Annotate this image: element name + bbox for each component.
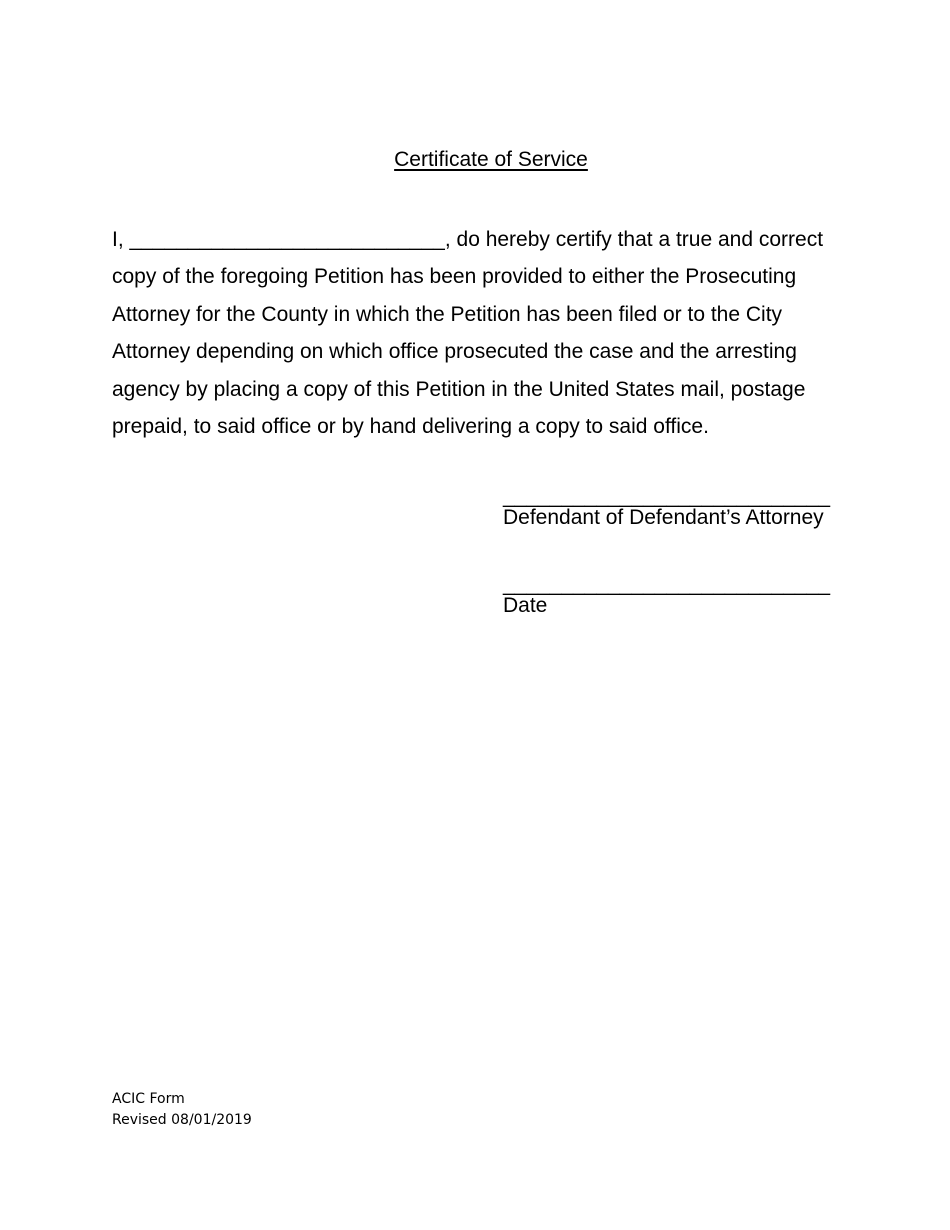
paragraph-line: Attorney depending on which office prosecuted the case and the arresting xyxy=(112,340,797,364)
signature-label: Defendant of Defendant’s Attorney xyxy=(503,506,824,529)
paragraph-line: I, ___________________________, do hereby certify that a true and correct xyxy=(112,228,824,251)
date-line: ____________________________ xyxy=(503,573,831,596)
date-label: Date xyxy=(503,594,548,617)
paragraph-line: agency by placing a copy of this Petition in the United States mail, postage xyxy=(112,377,806,401)
paragraph-line: Attorney for the County in which the Petition has been filed or to the City xyxy=(112,302,783,326)
paragraph-line: prepaid, to said office or by hand delivering a copy to said office. xyxy=(112,415,709,439)
signature-block xyxy=(503,485,831,530)
page-title: Certificate of Service xyxy=(394,148,588,171)
date-block xyxy=(503,573,831,618)
certification-paragraph xyxy=(112,221,852,445)
footer-revised-date: Revised 08/01/2019 xyxy=(112,1112,252,1128)
signature-line: ____________________________ xyxy=(503,485,831,508)
footer xyxy=(112,1089,252,1131)
footer-form-name: ACIC Form xyxy=(112,1091,185,1107)
paragraph-line: copy of the foregoing Petition has been provided to either the Prosecuting xyxy=(112,265,797,289)
